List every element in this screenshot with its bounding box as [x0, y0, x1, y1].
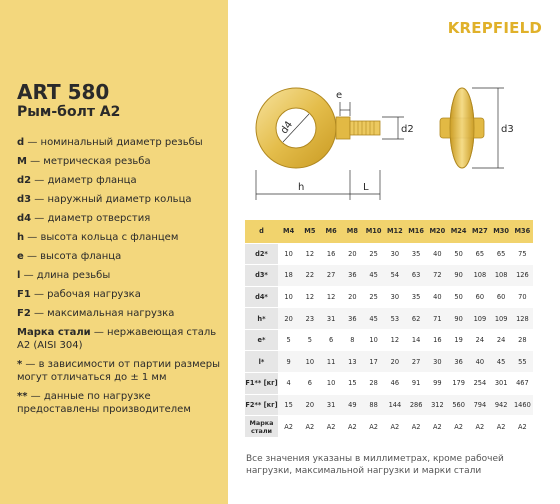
table-header-row: [245, 220, 533, 243]
table-cell: 10: [278, 286, 299, 308]
table-cell: 560: [448, 394, 469, 416]
table-row: [245, 329, 533, 351]
table-cell: 126: [512, 265, 533, 287]
table-cell: 71: [427, 308, 448, 330]
table-cell: 27: [321, 265, 342, 287]
table-cell: A2: [363, 416, 384, 438]
column-header: M12: [384, 220, 405, 243]
eye-bolt-drawing: [236, 60, 536, 210]
table-cell: 16: [427, 329, 448, 351]
legend-item: [17, 193, 223, 206]
table-cell: 286: [406, 394, 427, 416]
table-cell: 46: [384, 373, 405, 395]
eye-bolt-front-view: [256, 88, 380, 168]
table-cell: 50: [448, 243, 469, 265]
legend-text: — рабочая нагрузка: [30, 289, 141, 300]
table-cell: 6: [299, 373, 320, 395]
table-cell: 60: [491, 286, 512, 308]
table-row: [245, 265, 533, 287]
legend-symbol: e: [17, 251, 24, 262]
table-cell: 15: [342, 373, 363, 395]
column-header: M27: [469, 220, 490, 243]
table-cell: 5: [299, 329, 320, 351]
legend-item: [17, 231, 223, 244]
table-row: [245, 308, 533, 330]
legend-symbol: d4: [17, 213, 32, 224]
legend-text: — максимальная нагрузка: [30, 308, 175, 319]
table-cell: 4: [278, 373, 299, 395]
table-cell: A2: [278, 416, 299, 438]
table-cell: A2: [299, 416, 320, 438]
table-row: [245, 394, 533, 416]
table-cell: A2: [406, 416, 427, 438]
table-cell: 31: [321, 308, 342, 330]
table-cell: 45: [363, 265, 384, 287]
table-cell: 794: [469, 394, 490, 416]
label-L: L: [363, 182, 369, 193]
table-cell: 9: [278, 351, 299, 373]
legend-text: — диаметр отверстия: [31, 213, 151, 224]
table-row: [245, 286, 533, 308]
legend-symbol: **: [17, 391, 28, 402]
legend-item: [17, 326, 223, 352]
table-cell: A2: [427, 416, 448, 438]
table-cell: 20: [278, 308, 299, 330]
table-cell: 65: [469, 243, 490, 265]
table-cell: 10: [299, 351, 320, 373]
label-d4: d4: [278, 119, 296, 137]
table-cell: 12: [299, 286, 320, 308]
table-cell: 25: [363, 286, 384, 308]
table-cell: A2: [384, 416, 405, 438]
label-d3: d3: [501, 124, 514, 135]
table-cell: 50: [448, 286, 469, 308]
table-cell: 19: [448, 329, 469, 351]
legend-item: [17, 155, 223, 168]
legend-text: — диаметр фланца: [31, 175, 137, 186]
table-cell: 91: [406, 373, 427, 395]
table-cell: 467: [512, 373, 533, 395]
table-cell: 20: [342, 286, 363, 308]
legend-text: — данные по нагрузке предоставлены производителем: [17, 391, 191, 415]
table-cell: 14: [406, 329, 427, 351]
legend-item: [17, 307, 223, 320]
brand-logo: KREPFIELD: [447, 19, 542, 37]
label-e: e: [336, 90, 343, 101]
row-label: F1** [кг]: [245, 373, 278, 395]
column-header: M4: [278, 220, 299, 243]
column-header: M5: [299, 220, 320, 243]
table-cell: 24: [491, 329, 512, 351]
table-cell: 72: [427, 265, 448, 287]
table-cell: 144: [384, 394, 405, 416]
table-cell: 99: [427, 373, 448, 395]
table-cell: 179: [448, 373, 469, 395]
info-panel: [0, 0, 228, 504]
table-cell: 108: [469, 265, 490, 287]
column-header: M6: [321, 220, 342, 243]
table-cell: 28: [363, 373, 384, 395]
row-label: e*: [245, 329, 278, 351]
table-cell: 20: [342, 243, 363, 265]
table-cell: 45: [491, 351, 512, 373]
legend-text: — высота кольца с фланцем: [24, 232, 179, 243]
legend-item: [17, 250, 223, 263]
table-cell: 12: [384, 329, 405, 351]
legend-item: [17, 212, 223, 225]
table-cell: A2: [448, 416, 469, 438]
table-cell: 53: [384, 308, 405, 330]
table-cell: 45: [363, 308, 384, 330]
table-cell: A2: [342, 416, 363, 438]
table-cell: 90: [448, 265, 469, 287]
table-row: [245, 416, 533, 438]
table-cell: 30: [384, 286, 405, 308]
table-cell: 18: [278, 265, 299, 287]
row-label: Марка стали: [245, 416, 278, 438]
column-header: M20: [427, 220, 448, 243]
product-name: Рым-болт А2: [17, 104, 121, 120]
table-cell: 40: [427, 243, 448, 265]
column-header: M8: [342, 220, 363, 243]
table-cell: 88: [363, 394, 384, 416]
table-cell: 24: [469, 329, 490, 351]
column-header: M16: [406, 220, 427, 243]
table-cell: 128: [512, 308, 533, 330]
table-cell: 30: [427, 351, 448, 373]
table-cell: 55: [512, 351, 533, 373]
label-d2: d2: [401, 124, 414, 135]
legend-text: — длина резьбы: [20, 270, 111, 281]
legend-item: [17, 136, 223, 149]
specs-table: [245, 220, 533, 438]
table-cell: 36: [342, 308, 363, 330]
table-cell: 60: [469, 286, 490, 308]
table-cell: A2: [491, 416, 512, 438]
table-cell: 23: [299, 308, 320, 330]
table-cell: 10: [363, 329, 384, 351]
table-cell: 109: [491, 308, 512, 330]
table-cell: 12: [299, 243, 320, 265]
table-cell: 40: [469, 351, 490, 373]
table-cell: 20: [384, 351, 405, 373]
table-cell: 35: [406, 286, 427, 308]
legend-item: [17, 390, 223, 416]
column-header: M30: [491, 220, 512, 243]
row-label: d4*: [245, 286, 278, 308]
table-row: [245, 243, 533, 265]
legend-item: [17, 358, 223, 384]
legend-text: — нержавеющая сталь А2 (AISI 304): [17, 327, 217, 351]
table-cell: A2: [512, 416, 533, 438]
table-cell: 12: [321, 286, 342, 308]
table-cell: 8: [342, 329, 363, 351]
table-cell: 16: [321, 243, 342, 265]
legend-text: — наружный диаметр кольца: [31, 194, 192, 205]
table-corner-cell: d: [245, 220, 278, 243]
table-row: [245, 373, 533, 395]
table-cell: 49: [342, 394, 363, 416]
legend-symbol: d: [17, 137, 25, 148]
table-cell: 1460: [512, 394, 533, 416]
row-label: d3*: [245, 265, 278, 287]
table-cell: A2: [321, 416, 342, 438]
row-label: l*: [245, 351, 278, 373]
table-cell: 75: [512, 243, 533, 265]
row-label: F2** [кг]: [245, 394, 278, 416]
legend-symbol: d2: [17, 175, 32, 186]
legend-symbol: l: [17, 270, 21, 281]
table-cell: 17: [363, 351, 384, 373]
table-cell: 35: [406, 243, 427, 265]
legend-text: — метрическая резьба: [26, 156, 151, 167]
table-cell: 36: [448, 351, 469, 373]
legend-text: — высота фланца: [23, 251, 122, 262]
row-label: d2*: [245, 243, 278, 265]
legend-symbol: *: [17, 359, 23, 370]
row-label: h*: [245, 308, 278, 330]
table-cell: 6: [321, 329, 342, 351]
legend-symbol: Марка стали: [17, 327, 91, 338]
table-cell: 30: [384, 243, 405, 265]
legend-item: [17, 269, 223, 282]
table-cell: 301: [491, 373, 512, 395]
table-cell: 31: [321, 394, 342, 416]
table-cell: 15: [278, 394, 299, 416]
label-h: h: [298, 182, 305, 193]
article-number: ART 580: [17, 80, 110, 104]
table-cell: 28: [512, 329, 533, 351]
legend-symbol: d3: [17, 194, 32, 205]
table-cell: A2: [469, 416, 490, 438]
legend-item: [17, 174, 223, 187]
table-cell: 20: [299, 394, 320, 416]
table-cell: 65: [491, 243, 512, 265]
table-cell: 254: [469, 373, 490, 395]
legend-symbol: F2: [17, 308, 31, 319]
legend-symbol: M: [17, 156, 27, 167]
units-note: Все значения указаны в миллиметрах, кроме рабочей нагрузки, максимальной нагрузки и марки стали: [246, 454, 504, 476]
table-cell: 63: [406, 265, 427, 287]
table-cell: 25: [363, 243, 384, 265]
table-cell: 27: [406, 351, 427, 373]
table-cell: 62: [406, 308, 427, 330]
legend-symbol: h: [17, 232, 25, 243]
column-header: M36: [512, 220, 533, 243]
table-cell: 312: [427, 394, 448, 416]
eye-bolt-side-view: [440, 88, 484, 168]
table-cell: 36: [342, 265, 363, 287]
legend-text: — номинальный диаметр резьбы: [24, 137, 203, 148]
table-cell: 22: [299, 265, 320, 287]
table-cell: 13: [342, 351, 363, 373]
table-cell: 11: [321, 351, 342, 373]
legend-text: — в зависимости от партии размеры могут отличаться до ± 1 мм: [17, 359, 221, 383]
table-cell: 109: [469, 308, 490, 330]
table-cell: 10: [321, 373, 342, 395]
table-cell: 942: [491, 394, 512, 416]
table-cell: 40: [427, 286, 448, 308]
table-cell: 5: [278, 329, 299, 351]
symbol-legend: [17, 136, 223, 422]
legend-item: [17, 288, 223, 301]
table-row: [245, 351, 533, 373]
legend-symbol: F1: [17, 289, 31, 300]
table-cell: 90: [448, 308, 469, 330]
table-cell: 70: [512, 286, 533, 308]
table-cell: 54: [384, 265, 405, 287]
column-header: M24: [448, 220, 469, 243]
column-header: M10: [363, 220, 384, 243]
table-cell: 108: [491, 265, 512, 287]
table-cell: 10: [278, 243, 299, 265]
